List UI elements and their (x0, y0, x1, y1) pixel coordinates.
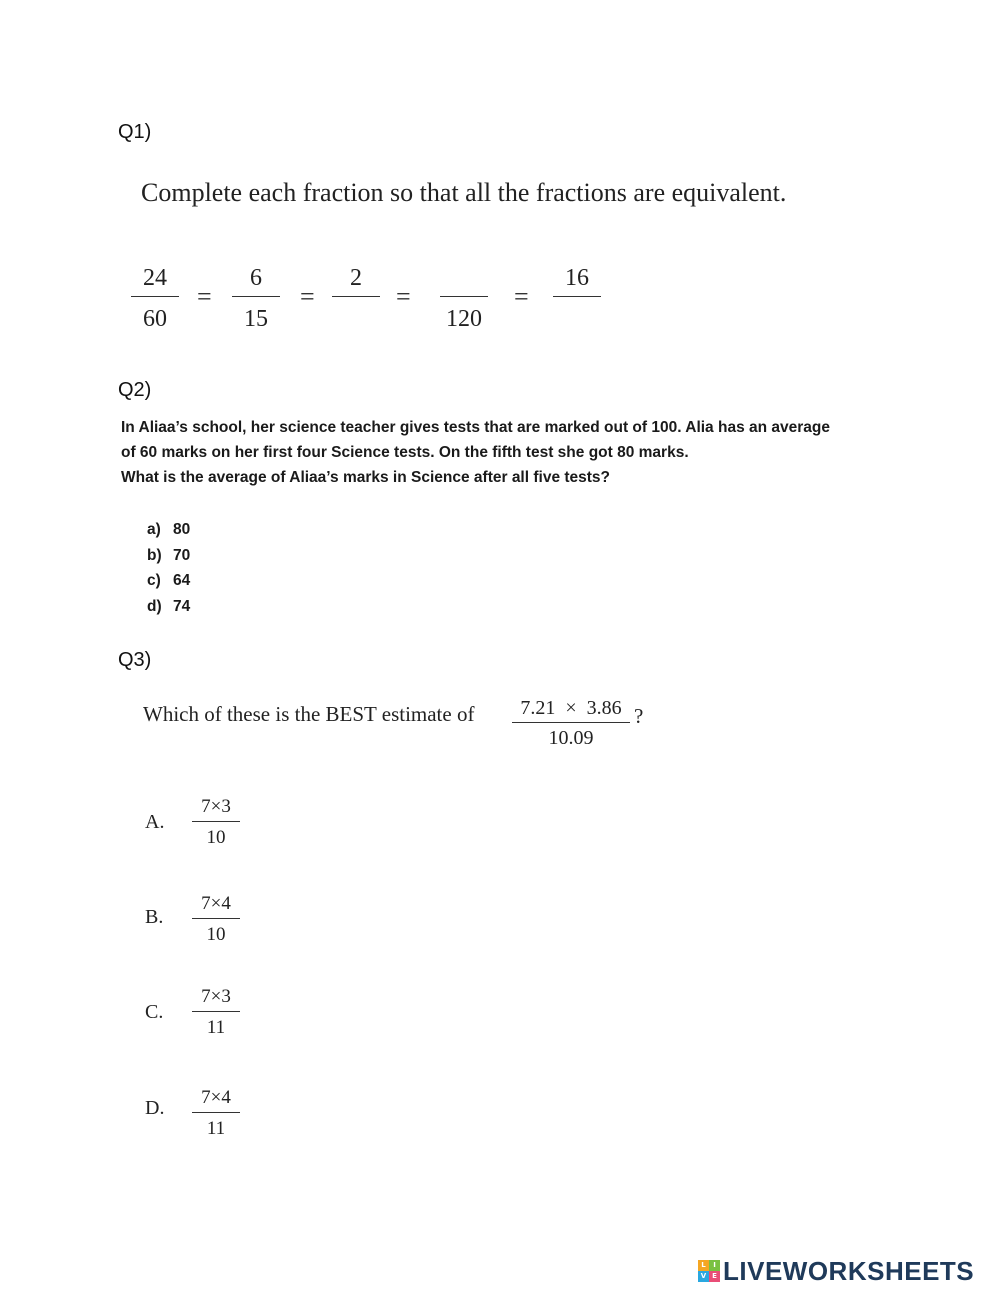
q3-option-a[interactable] (192, 796, 240, 849)
q3-question: Which of these is the BEST estimate of (143, 702, 475, 726)
option-numerator: 7×3 (201, 986, 231, 1007)
fraction-bar (553, 296, 601, 297)
q2-question-line: What is the average of Aliaa’s marks in Science after all five tests? (121, 469, 611, 486)
fraction-bar (192, 1011, 240, 1012)
fraction-bar (192, 1112, 240, 1113)
fraction-numerator: 6 (250, 265, 262, 291)
q2-label: Q2) (118, 379, 152, 401)
option-letter: a) (147, 521, 161, 538)
option-value: 80 (173, 521, 191, 538)
logo-mark-icon (698, 1260, 720, 1282)
logo-text: LIVEWORKSHEETS (723, 1255, 975, 1286)
q1-fraction-3 (326, 264, 386, 333)
liveworksheets-logo (698, 1256, 974, 1286)
option-denominator: 10 (206, 827, 226, 848)
q2-options (147, 517, 190, 619)
equals-sign: = (396, 282, 411, 311)
option-value: 70 (173, 546, 191, 564)
option-letter: c) (147, 572, 161, 589)
fraction-numerator-blank[interactable] (434, 264, 494, 292)
fraction-numerator: 16 (565, 265, 589, 291)
fraction-denominator: 60 (143, 306, 167, 332)
option-numerator: 7×3 (201, 796, 231, 817)
q2-option-a[interactable] (147, 517, 190, 543)
q3-label: Q3) (118, 649, 152, 671)
logo-tile: L (698, 1260, 709, 1271)
q1-fraction-1 (125, 264, 185, 333)
q2-option-b[interactable] (147, 543, 190, 569)
q1-fraction-5 (547, 264, 607, 333)
fraction-numerator: 24 (143, 265, 167, 291)
equals-sign: = (197, 282, 212, 311)
option-value: 64 (173, 572, 191, 589)
fraction-bar (440, 296, 488, 297)
fraction-bar (332, 296, 380, 297)
q2-option-c[interactable] (147, 568, 190, 594)
q2-question-line: of 60 marks on her first four Science tests. On the fifth test she got 80 marks. (121, 444, 689, 461)
q3-option-a-letter[interactable]: A. (145, 811, 165, 833)
equals-sign: = (514, 282, 529, 311)
option-denominator: 11 (206, 1017, 226, 1038)
equals-sign: = (300, 282, 315, 311)
q2-option-d[interactable] (147, 594, 190, 620)
fraction-bar (192, 821, 240, 822)
q3-option-b[interactable] (192, 893, 240, 946)
option-numerator: 7×4 (201, 893, 231, 914)
q1-label: Q1) (118, 121, 152, 143)
option-letter: d) (147, 597, 162, 615)
fraction-bar (131, 296, 179, 297)
q2-question (121, 415, 951, 490)
q3-option-d[interactable] (192, 1087, 240, 1140)
q1-fraction-4 (434, 264, 494, 333)
fraction-bar (232, 296, 280, 297)
option-denominator: 11 (206, 1118, 226, 1139)
fraction-denominator-blank[interactable] (547, 305, 607, 333)
q2-question-line: In Aliaa’s school, her science teacher gives tests that are marked out of 100. Alia has an average (121, 419, 830, 436)
fraction-denominator: 15 (244, 306, 268, 332)
q1-instruction: Complete each fraction so that all the fractions are equivalent. (141, 178, 787, 207)
q3-question-mark: ? (634, 704, 644, 728)
q1-fraction-2 (226, 264, 286, 333)
q3-option-c[interactable] (192, 986, 240, 1039)
logo-tile: E (709, 1271, 720, 1282)
option-denominator: 10 (206, 924, 226, 945)
q3-expression (512, 697, 630, 750)
option-numerator: 7×4 (201, 1087, 231, 1108)
expression-denominator: 10.09 (548, 727, 594, 749)
option-value: 74 (173, 597, 191, 615)
fraction-bar (192, 918, 240, 919)
fraction-numerator: 2 (350, 265, 362, 291)
logo-tile: I (709, 1260, 720, 1271)
q3-option-c-letter[interactable]: C. (145, 1001, 164, 1023)
q3-option-b-letter[interactable]: B. (145, 906, 164, 928)
fraction-denominator-blank[interactable] (326, 305, 386, 333)
expression-numerator: 7.21 × 3.86 (520, 697, 622, 719)
q3-option-d-letter[interactable]: D. (145, 1097, 165, 1119)
fraction-denominator: 120 (446, 306, 482, 332)
fraction-bar (512, 722, 630, 723)
option-letter: b) (147, 546, 162, 564)
logo-tile: V (698, 1271, 709, 1282)
